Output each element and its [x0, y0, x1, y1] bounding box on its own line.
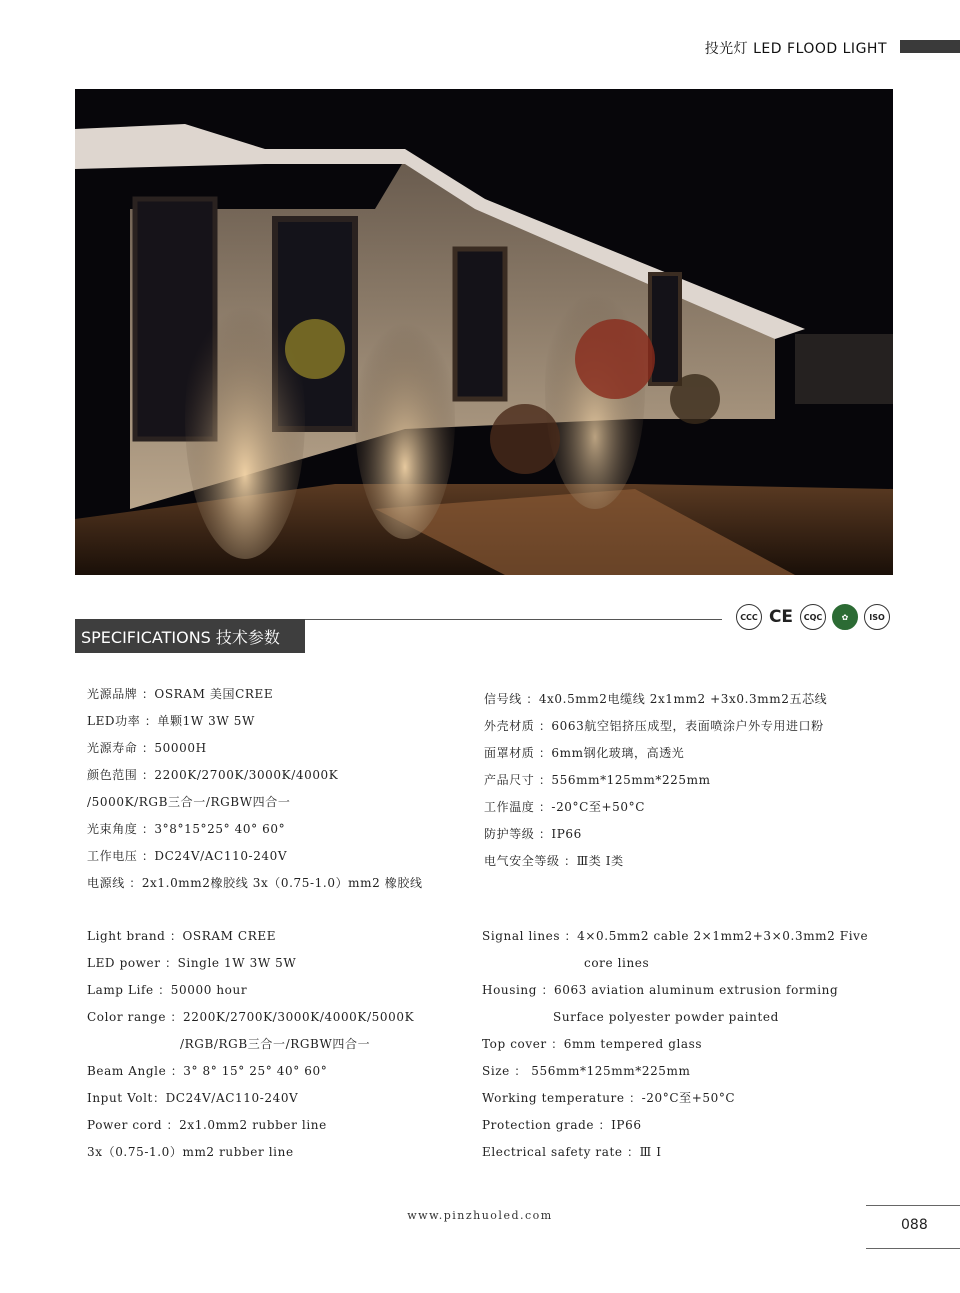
spec-row: Housing ：6063 aviation aluminum extrusion forming — [482, 983, 839, 997]
spec-row: Surface polyester powder painted — [553, 1010, 779, 1024]
section-divider — [305, 619, 722, 620]
specs-chinese-left — [87, 681, 423, 897]
ce-mark-icon: CE — [768, 607, 794, 627]
specs-english-right — [482, 923, 868, 1166]
cqc-mark-icon: CQC — [800, 604, 826, 630]
spec-row: 电气安全等级 ：Ⅲ类 Ⅰ类 — [484, 854, 624, 868]
page-header-title: 投光灯 LED FLOOD LIGHT — [704, 41, 887, 57]
page-number-rule-top — [866, 1205, 960, 1206]
header-accent-bar — [900, 40, 960, 53]
spec-row: Power cord ：2x1.0mm2 rubber line — [87, 1118, 327, 1132]
spec-row: Protection grade ：IP66 — [482, 1118, 642, 1132]
spec-row: /RGB/RGB三合一/RGBW四合一 — [180, 1037, 371, 1051]
spec-row: Electrical safety rate ：Ⅲ Ⅰ — [482, 1145, 662, 1159]
spec-row: 光源寿命 ：50000H — [87, 741, 207, 755]
spec-row: core lines — [584, 956, 650, 970]
page-number: 088 — [901, 1217, 928, 1233]
spec-row: 工作温度 ：-20°C至+50°C — [484, 800, 646, 814]
page-number-rule-bottom — [866, 1248, 960, 1249]
spec-row: /5000K/RGB三合一/RGBW四合一 — [87, 795, 291, 809]
specs-chinese-right — [484, 686, 827, 875]
specs-english-left — [87, 923, 414, 1166]
spec-row: Beam Angle ：3° 8° 15° 25° 40° 60° — [87, 1064, 328, 1078]
product-application-photo — [75, 89, 893, 575]
ccc-mark-icon: CCC — [736, 604, 762, 630]
iso9001-mark-icon: ISO — [864, 604, 890, 630]
website-url: www.pinzhuoled.com — [407, 1209, 553, 1222]
specifications-heading: SPECIFICATIONS 技术参数 — [75, 619, 305, 653]
spec-row: Input Volt：DC24V/AC110-240V — [87, 1091, 299, 1105]
spec-row: 工作电压 ：DC24V/AC110-240V — [87, 849, 288, 863]
spec-row: Light brand ：OSRAM CREE — [87, 929, 277, 943]
spec-row: Lamp Life ：50000 hour — [87, 983, 248, 997]
spec-row: LED功率 ：单颗1W 3W 5W — [87, 714, 255, 728]
spec-row: Top cover ：6mm tempered glass — [482, 1037, 703, 1051]
spec-row: 光束角度 ：3°8°15°25° 40° 60° — [87, 822, 286, 836]
spec-row: Working temperature ：-20°C至+50°C — [482, 1091, 736, 1105]
spec-row: Signal lines ：4×0.5mm2 cable 2×1mm2+3×0.3mm2 Five — [482, 929, 869, 943]
spec-row: 外壳材质 ：6063航空铝挤压成型，表面喷涂户外专用进口粉 — [484, 719, 824, 733]
spec-row: 光源品牌 ：OSRAM 美国CREE — [87, 687, 274, 701]
spec-row: Size ： 556mm*125mm*225mm — [482, 1064, 691, 1078]
spec-row: 信号线 ：4x0.5mm2电缆线 2x1mm2 +3x0.3mm2五芯线 — [484, 692, 828, 706]
spec-row: 3x（0.75-1.0）mm2 rubber line — [87, 1145, 294, 1159]
certification-marks — [736, 604, 890, 630]
spec-row: LED power ：Single 1W 3W 5W — [87, 956, 297, 970]
spec-row: 颜色范围 ：2200K/2700K/3000K/4000K — [87, 768, 339, 782]
spec-row: 产品尺寸 ：556mm*125mm*225mm — [484, 773, 711, 787]
spec-row: Color range ：2200K/2700K/3000K/4000K/5000K — [87, 1010, 415, 1024]
green-cert-icon: ✿ — [832, 604, 858, 630]
spec-row: 防护等级 ：IP66 — [484, 827, 582, 841]
spec-row: 面罩材质 ：6mm钢化玻璃，高透光 — [484, 746, 685, 760]
spec-row: 电源线 ：2x1.0mm2橡胶线 3x（0.75-1.0）mm2 橡胶线 — [87, 876, 423, 890]
